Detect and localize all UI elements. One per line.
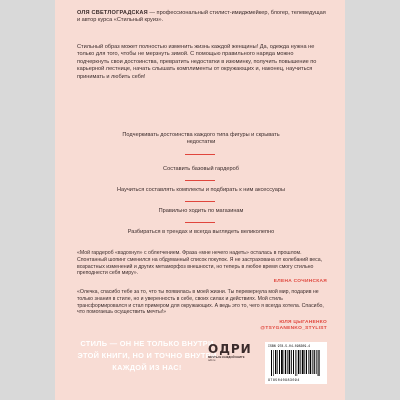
divider-line [185,154,215,155]
list-item-4: Правильно ходить по магазинам [158,208,244,214]
divider-line [185,180,215,181]
testimonial-author-1: ЕЛЕНА СОЧИНСКАЯ [273,279,327,284]
testimonial-quote-2: «Олечка, спасибо тебе за то, что ты появилась в моей жизни. Ты перевернула мой мир, подарив не только знания в стиле, но и уверенность в себе, своих силах и действиях. Мой стиль трансформировался и стал примером для окружающих. А ведь это то, чего я всегда хотела. Спасибо, что помогаешь осуществить мечты!» [77,289,324,316]
slogan: СТИЛЬ — ОН НЕ ТОЛЬКО ВНУТРИ ЭТОЙ КНИГИ, НО И ТОЧНО ВНУТРИ КАЖДОЙ ИЗ НАС! [77,339,217,372]
barcode [265,342,327,384]
book-back-cover [55,0,345,400]
author-name: ОЛЯ СВЕТЛОГРАДСКАЯ [77,10,148,16]
divider-line [185,201,215,202]
publisher-site: odri.ru [208,359,216,363]
list-item-5: Разбираться в трендах и всегда выглядеть великолепно [127,229,275,235]
list-item-3: Научиться составлять комплекты и подбирать к ним аксессуары [117,187,285,193]
author-bio-text: — профессиональный стилист-имиджмейкер, блогер, телеведущая и автор курса «Стильный круиз». [77,10,326,24]
barcode-number: 9785040983094 [268,379,300,383]
testimonial-author-2 [260,320,327,333]
intro-paragraph: Стильный образ может полностью изменить жизнь каждой женщины! Да, одежда нужна не только для того, чтобы не мерзнуть зимой. С помощью правильного наряда можно подчеркнуть свои достоинства, превратить недостатки в изюминку, получить повышение по карьерной лестнице, начать слышать комплименты от окружающих и, наконец, научиться принимать и любить себя! [77,44,317,80]
divider-line [185,222,215,223]
isbn-text: ISBN 978-5-04-098309-4 [268,344,311,348]
barcode-bars [271,350,321,376]
author-bio [77,10,327,25]
publisher-logo-text: ОДРИ [208,342,252,356]
testimonial-author-2-handle: @TSYGANENKO_STYLIST [260,326,327,332]
list-item-2: Составить базовый гардероб [163,166,239,172]
testimonial-author-2-name: ЮЛЯ ЦЫГАНЕНКО [279,320,327,325]
testimonial-quote-1: «Мой гардероб «вздохнул» с облегчением. Фраза «мне нечего надеть» осталась в прошлом. Спонтанный шопинг сменился на обдуманный список покупок. Я не застрахована от колебаний веса, возрастных изменений и других метаморфоз внешности, но теперь в любое время смогу стильно преподнести себя миру». [77,250,323,277]
publisher-tagline: МЕЧТЫ В КАЖДОЙ КНИГЕ [208,355,245,359]
list-item-1: Подчеркивать достоинства каждого типа фигуры и скрывать недостатки [122,132,280,146]
publisher-logo [208,343,260,363]
